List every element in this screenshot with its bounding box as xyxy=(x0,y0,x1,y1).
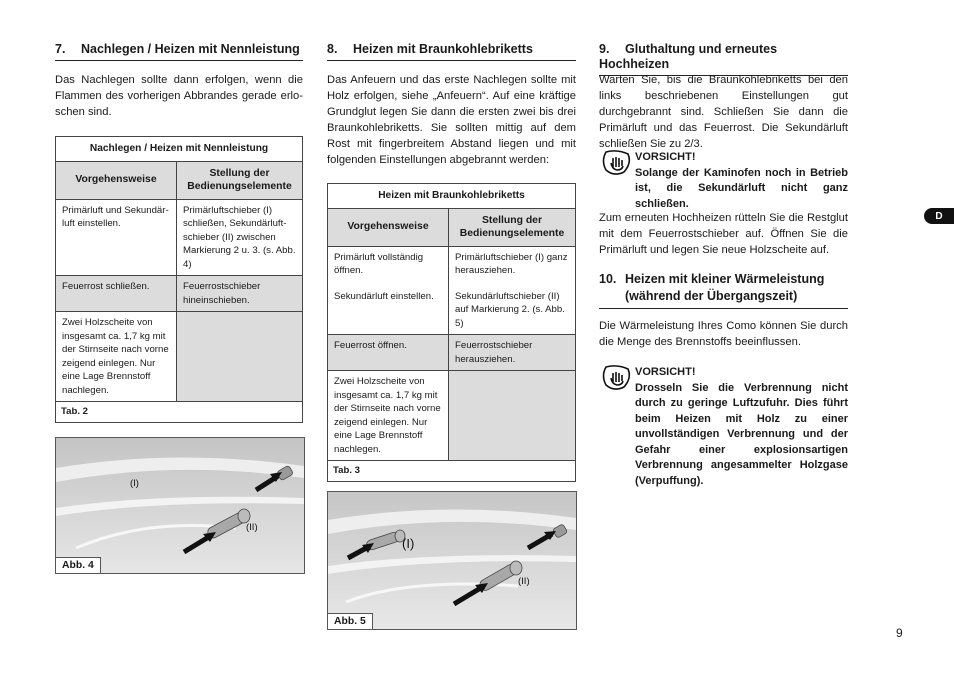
table-2-caption: Nachlegen / Heizen mit Nennleistung xyxy=(56,137,303,162)
section-10-title-line-1: Heizen mit kleiner Wärmeleistung xyxy=(625,272,825,286)
table-3-col2-header: Stellung der Bedienungselemente xyxy=(449,208,576,246)
table-3-caption: Heizen mit Braunkohlebriketts xyxy=(328,184,576,209)
section-9-number: 9. xyxy=(599,42,610,56)
section-9-heading xyxy=(599,42,848,76)
table-2-cell-empty xyxy=(177,312,303,402)
warning-hand-icon xyxy=(602,365,632,396)
page-number: 9 xyxy=(896,626,903,640)
warning-title: VORSICHT! xyxy=(635,366,696,378)
table-2-cell: Primärluft und Sekundärluft einstellen. xyxy=(56,199,177,276)
section-9-body-1: Warten Sie, bis die Braunkohlebriketts bei den links beschriebenen Einstellungen gut durchgebrannt sind. Schließen Sie dann die Primärluft und das Feuerrost. Die Sekundärluft schließen Sie zu 2/3. xyxy=(599,74,848,150)
figure-5-mark-i: (I) xyxy=(402,536,415,551)
section-7-heading xyxy=(55,42,303,61)
language-tab: D xyxy=(924,208,954,224)
section-9-title: Gluthaltung und erneutes Hochheizen xyxy=(599,42,778,71)
section-10-body: Die Wärmeleistung Ihres Como können Sie durch die Menge des Brennstoffs beeinflussen. xyxy=(599,320,848,348)
table-2-cell: Feuerrost schließen. xyxy=(56,276,177,312)
section-8-number: 8. xyxy=(327,42,338,56)
figure-5-label: Abb. 5 xyxy=(327,613,373,630)
warning-hand-icon xyxy=(602,150,632,181)
table-2-cell: Zwei Holzscheite von insgesamt ca. 1,7 kg mit der Stirnseite nach vorne zeigend einlegen. Nur eine Lage Brennstoff nachlegen. xyxy=(56,312,177,402)
figure-5-mark-ii: (II) xyxy=(518,576,530,587)
table-2 xyxy=(55,136,303,423)
warning-title: VORSICHT! xyxy=(635,151,696,163)
table-2-col2-header: Stellung der Bedienungselemente xyxy=(177,161,303,199)
section-8-heading xyxy=(327,42,576,61)
section-8-title: Heizen mit Braunkohlebriketts xyxy=(353,42,533,56)
section-7-title: Nachlegen / Heizen mit Nennleistung xyxy=(81,42,300,56)
table-3-footer: Tab. 3 xyxy=(328,461,576,482)
table-2-cell: Primärluftschieber (I) schließen, Sekundärluftschieber (II) zwischen Markierung 2 u. 3. (s. Abb. 4) xyxy=(177,199,303,276)
warning-box-10 xyxy=(635,365,848,489)
table-3-cell: Feuerrostschieber herausziehen. xyxy=(449,335,576,371)
section-9-body-2: Zum erneuten Hochheizen rütteln Sie die Restglut mit dem Feuerrostschieber auf. Öffnen Sie die Primärluft und legen Sie neue Holzscheite auf. xyxy=(599,212,848,256)
table-3-cell-line: Sekundärluft einstellen. xyxy=(334,290,434,302)
section-7-body: Das Nachlegen sollte dann erfolgen, wenn die Flammen des vorherigen Abbrandes gerade erloschen sind. xyxy=(55,74,303,118)
table-3-cell: Feuerrost öffnen. xyxy=(328,335,449,371)
figure-4-label: Abb. 4 xyxy=(55,557,101,574)
section-7-number: 7. xyxy=(55,42,66,56)
table-2-col1-header: Vorgehensweise xyxy=(56,161,177,199)
warning-box-9 xyxy=(635,150,848,212)
section-10-number: 10. xyxy=(599,272,617,286)
table-2-footer: Tab. 2 xyxy=(56,402,303,423)
table-3-col1-header: Vorgehensweise xyxy=(328,208,449,246)
table-3-cell-empty xyxy=(449,371,576,461)
figure-abb-4 xyxy=(55,437,305,574)
stove-air-slider-illustration xyxy=(56,438,304,573)
section-8-body: Das Anfeuern und das erste Nachlegen sollte mit Holz erfolgen, siehe „Anfeuern“. Auf eine kräftige Grundglut legen Sie dann die ersten zwei bis drei Braunkohlebriketts. Sie sollten mittig auf dem Rost mit fingerbreitem Abstand liegen und mit folgenden Einstellungen abgebrannt werden: xyxy=(327,74,576,166)
section-10-title-line-2: (während der Übergangszeit) xyxy=(625,289,798,303)
warning-text: Drosseln Sie die Verbrennung nicht durch zu geringe Luftzufuhr. Dies führt beim Heizen mit Holz zu einer unvollständigen Verbrennung und der Gefahr einer explosionsartigen Verbrennung angesammelter Holzgase (Verpuffung). xyxy=(635,381,848,487)
table-3 xyxy=(327,183,576,482)
table-3-cell-line: Sekundärluftschieber (II) auf Markierung 2. (s. Abb. 5) xyxy=(455,290,565,329)
section-10-heading xyxy=(599,271,848,309)
table-2-cell: Feuerrostschieber hineinschieben. xyxy=(177,276,303,312)
stove-air-slider-illustration xyxy=(328,492,576,629)
figure-abb-5 xyxy=(327,491,577,630)
figure-4-mark-ii: (II) xyxy=(246,522,258,533)
table-3-cell xyxy=(328,246,449,335)
table-3-cell-line: Primärluftschieber (I) ganz herausziehen. xyxy=(455,251,568,276)
figure-4-mark-i: (I) xyxy=(130,478,139,489)
table-3-cell xyxy=(449,246,576,335)
table-3-cell: Zwei Holzscheite von insgesamt ca. 1,7 kg mit der Stirnseite nach vorne zeigend einlegen. Nur eine Lage Brennstoff nachlegen. xyxy=(328,371,449,461)
table-3-cell-line: Primärluft vollständig öffnen. xyxy=(334,251,424,276)
warning-text: Solange der Kaminofen noch in Betrieb ist, die Sekundärluft nicht ganz schließen. xyxy=(635,166,848,210)
